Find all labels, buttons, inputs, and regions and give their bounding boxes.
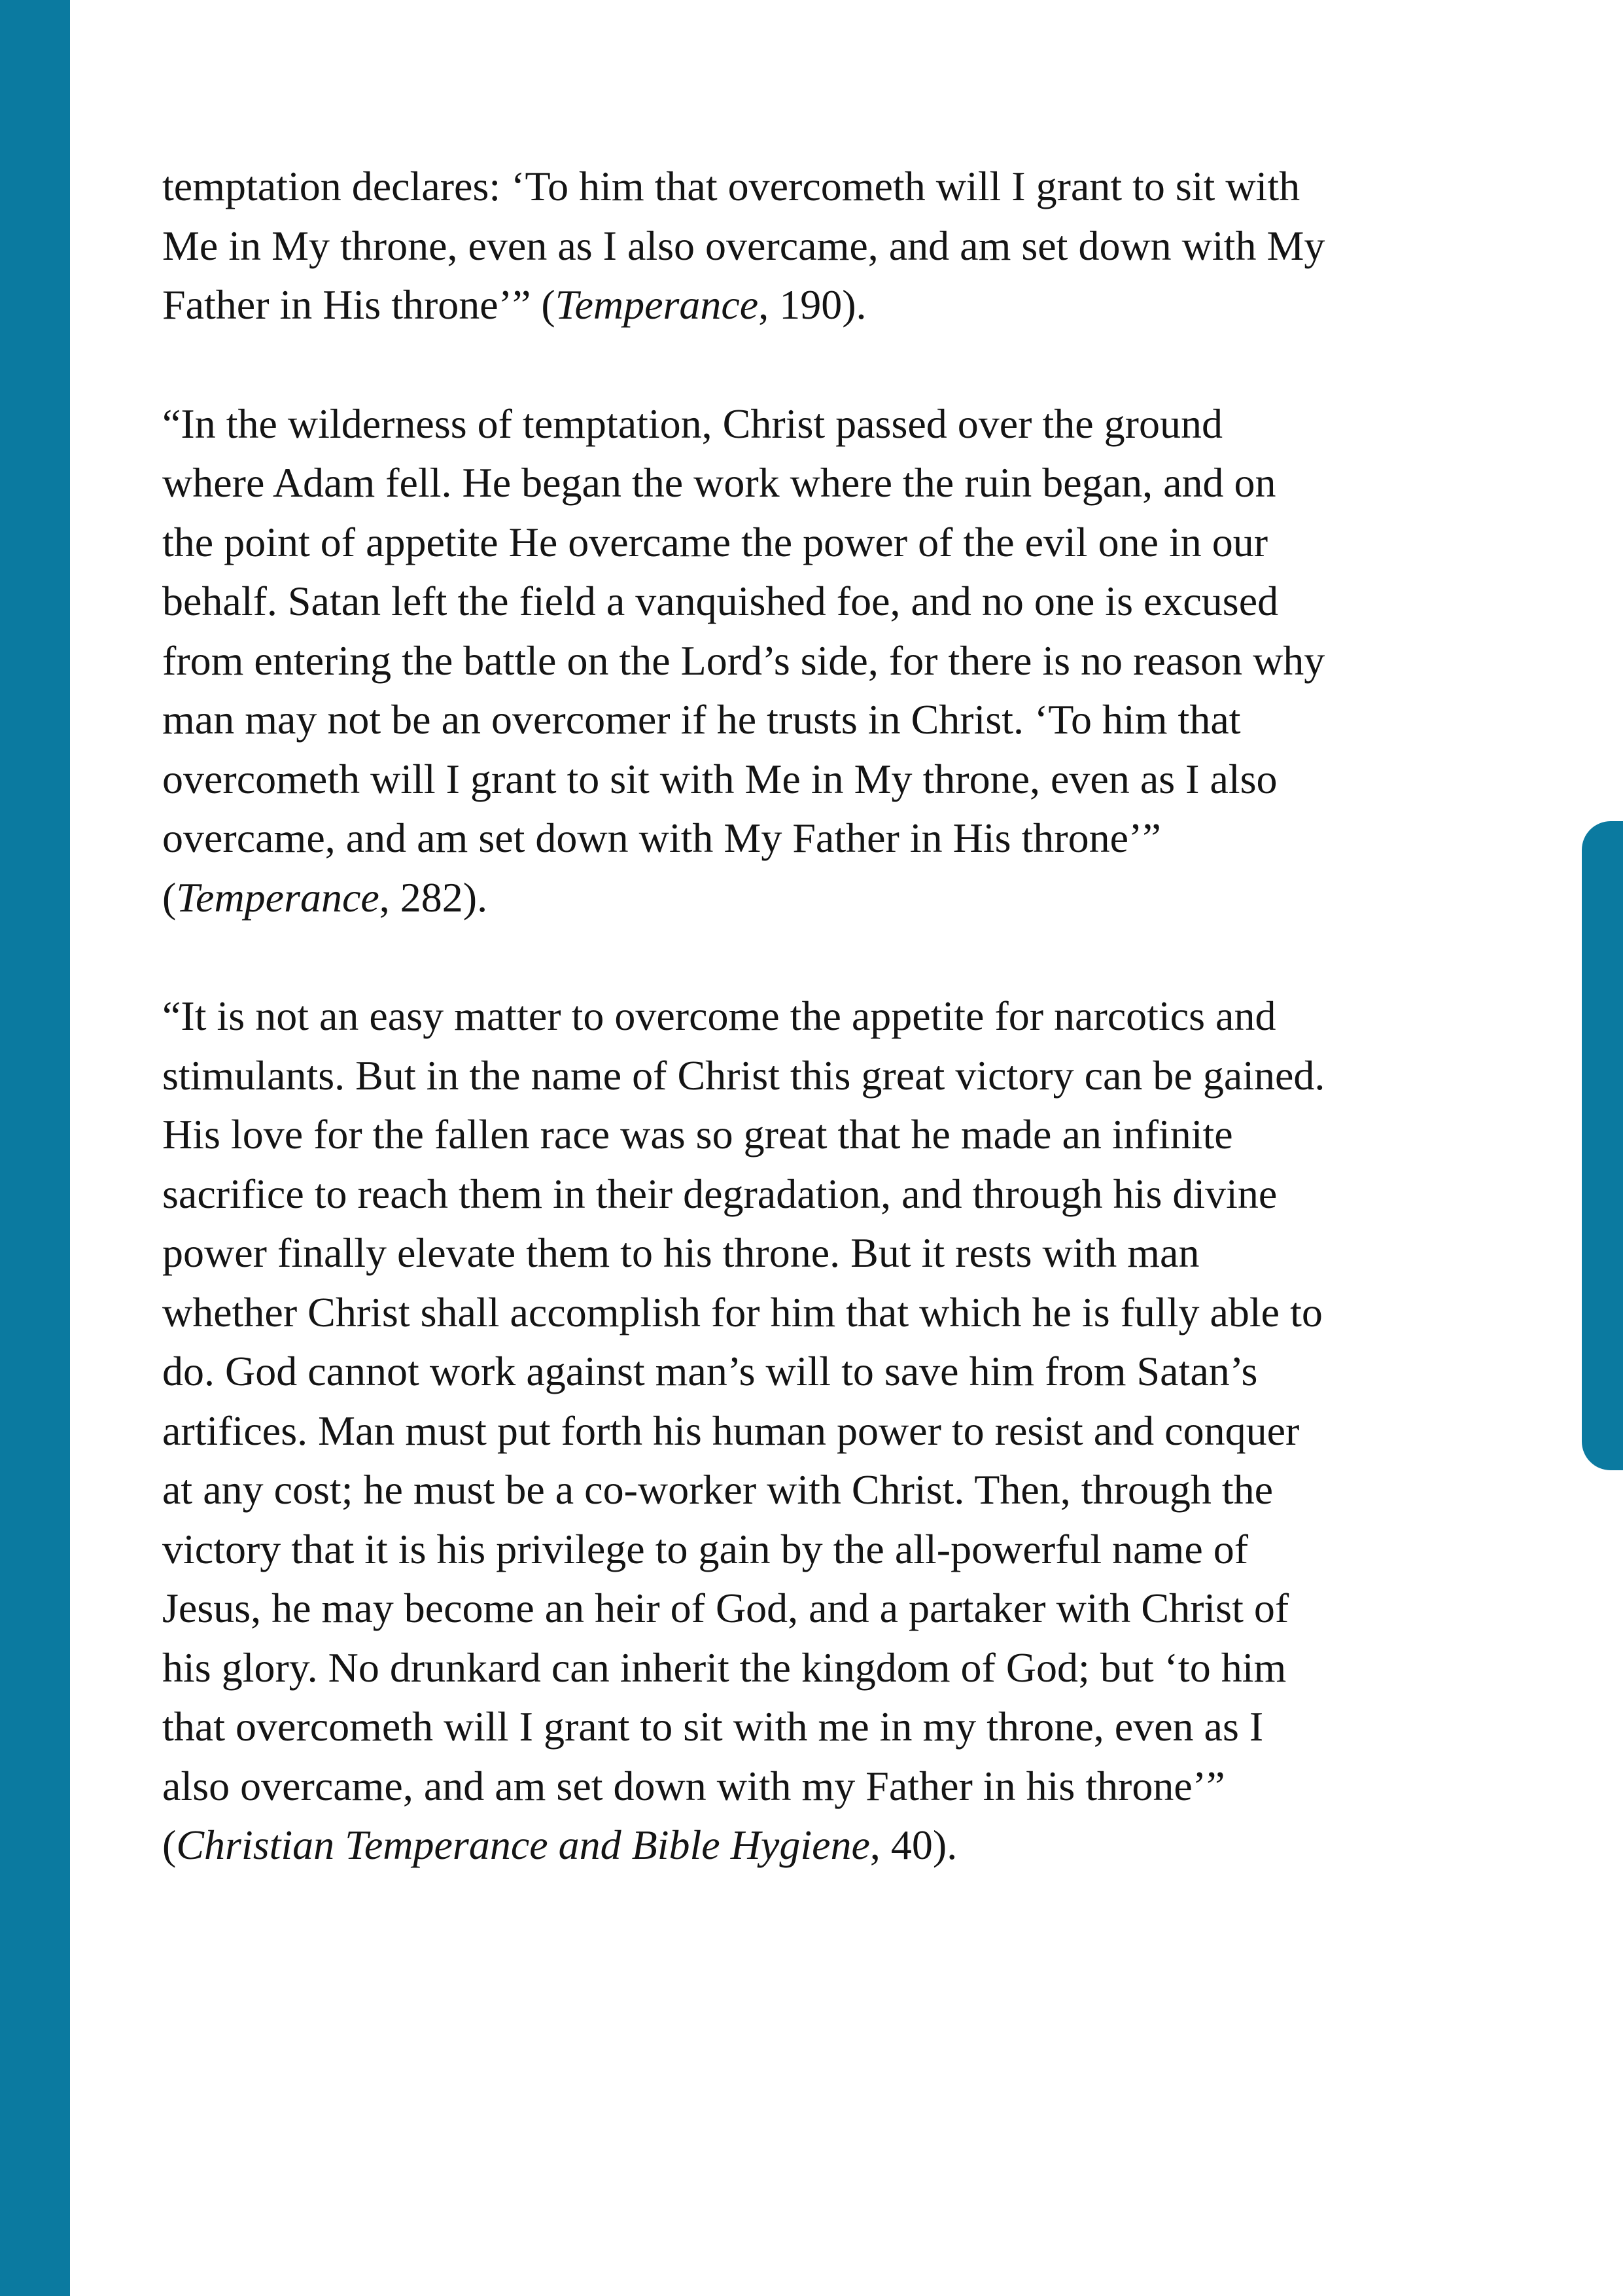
text-line: “It is not an easy matter to overcome the appetite for narcotics and [162,993,1276,1039]
section-thumb-tab [1582,821,1623,1470]
text-line: (Temperance, 282). [162,874,488,921]
page-body-text [162,157,1477,1875]
text-line: His love for the fallen race was so great that he made an infinite [162,1111,1233,1157]
text-line: his glory. No drunkard can inherit the kingdom of God; but ‘to him [162,1644,1287,1691]
text-line: sacrifice to reach them in their degradation, and through his divine [162,1170,1278,1217]
text-line: whether Christ shall accomplish for him that which he is fully able to [162,1288,1323,1335]
citation-title: Christian Temperance and Bible Hygiene [176,1822,870,1868]
text-line: Me in My throne, even as I also overcame, and am set down with My [162,222,1325,269]
text-line: the point of appetite He overcame the power of the evil one in our [162,518,1268,565]
paragraph-gap [162,335,1477,395]
paragraph-gap [162,927,1477,987]
citation-title: Temperance [176,874,379,921]
text-line: overcame, and am set down with My Father in His throne’” [162,815,1161,861]
text-line: (Christian Temperance and Bible Hygiene, 40). [162,1822,958,1868]
text-line: from entering the battle on the Lord’s side, for there is no reason why [162,637,1325,684]
text-line: stimulants. But in the name of Christ this great victory can be gained. [162,1051,1325,1099]
text-line: that overcometh will I grant to sit with me in my throne, even as I [162,1703,1264,1750]
text-line: at any cost; he must be a co-worker with Christ. Then, through the [162,1466,1273,1513]
text-line: Father in His throne’” (Temperance, 190). [162,281,867,328]
paragraph-2 [162,395,1477,928]
text-line: also overcame, and am set down with my Father in his throne’” [162,1762,1225,1809]
text-line: do. God cannot work against man’s will to save him from Satan’s [162,1348,1258,1394]
text-line: “In the wilderness of temptation, Christ passed over the ground [162,400,1223,447]
text-line: overcometh will I grant to sit with Me in My throne, even as I also [162,755,1278,802]
left-accent-bar [0,0,70,2296]
text-line: temptation declares: ‘To him that overcometh will I grant to sit with [162,163,1300,209]
text-line: man may not be an overcomer if he trusts in Christ. ‘To him that [162,696,1241,743]
text-line: artifices. Man must put forth his human power to resist and conquer [162,1407,1300,1454]
paragraph-3 [162,987,1477,1875]
text-line: behalf. Satan left the field a vanquished foe, and no one is excused [162,578,1279,624]
paragraph-1 [162,157,1477,335]
citation-title: Temperance [555,281,759,328]
text-line: Jesus, he may become an heir of God, and a partaker with Christ of [162,1585,1289,1631]
text-line: where Adam fell. He began the work where the ruin began, and on [162,459,1276,506]
text-line: victory that it is his privilege to gain by the all-powerful name of [162,1525,1249,1572]
text-line: power finally elevate them to his throne. But it rests with man [162,1229,1200,1276]
